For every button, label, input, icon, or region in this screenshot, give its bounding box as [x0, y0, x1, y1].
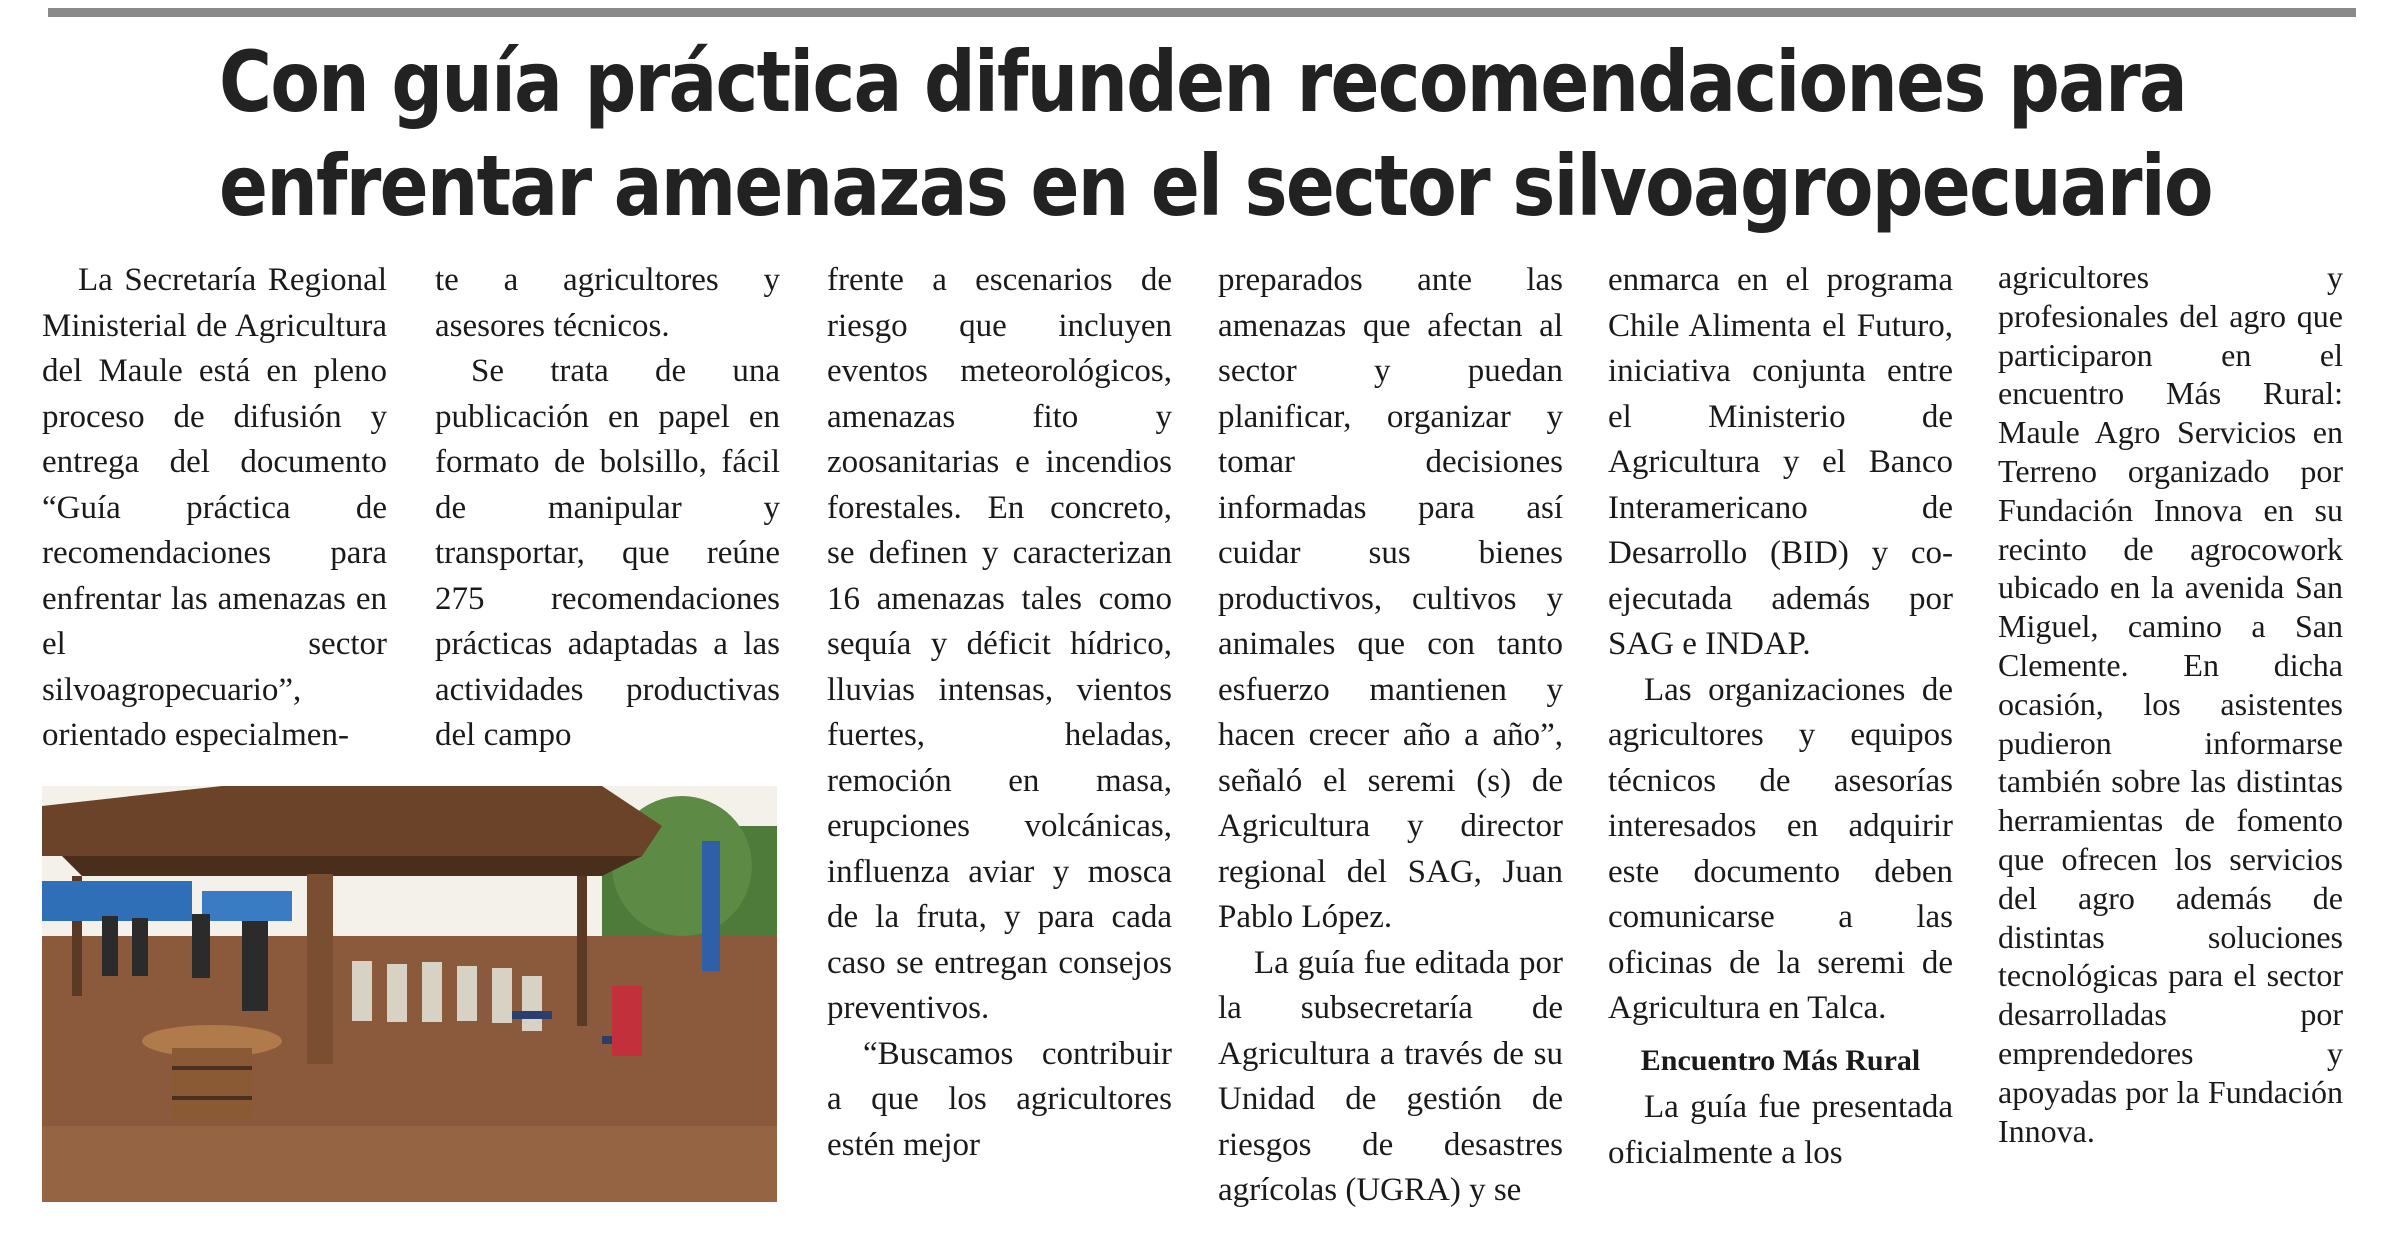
paragraph: Las organizaciones de agricultores y equipos técnicos de asesorías interesados en adquirir este documento deben comunicarse a las oficinas de la seremi de Agricultura en Talca. — [1608, 671, 1953, 1026]
paragraph: enmarca en el programa Chile Alimenta el Futuro, iniciativa conjunta entre el Ministerio de Agricultura y el Banco Interamericano de Desarrollo (BID) y co-ejecutada además por SAG e INDAP. — [1608, 262, 1953, 662]
paragraph: agricultores y profesionales del agro que participaron en el encuentro Más Rural: Maule Agro Servicios en Terreno organizado por Fundación Innova en su recinto de agrocowork ubicado en la avenida San Miguel, camino a San Clemente. En dicha ocasión, los asistentes pudieron informarse también sobre las distintas herramientas de fomento que ofrecen los servicios del agro además de distintas soluciones tecnológicas para el sector desarrolladas por emprendedores y apoyadas por la Fundación Innova. — [1998, 259, 2343, 1149]
headline-line-1: Con guía práctica difunden recomendaciones para — [219, 33, 2187, 131]
paragraph: preparados ante las amenazas que afectan al sector y puedan planificar, organizar y tomar decisiones informadas para así cuidar sus bienes productivos, cultivos y animales que con tanto esfuerzo mantienen y hacen crecer año a año”, señaló el seremi (s) de Agricultura y director regional del SAG, Juan Pablo López. — [1218, 262, 1563, 935]
article-column-3 — [827, 258, 1172, 1168]
paragraph: frente a escenarios de riesgo que incluyen eventos meteorológicos, amenazas fito y zoosanitarias e incendios forestales. En concreto, se definen y caracterizan 16 amenazas tales como sequía y déficit hídrico, lluvias intensas, vientos fuertes, heladas, remoción en masa, erupciones volcánicas, influenza aviar y mosca de la fruta, y para cada caso se entregan consejos preventivos. — [827, 262, 1172, 1026]
top-rule — [48, 8, 2356, 17]
paragraph: “Buscamos contribuir a que los agricultores estén mejor — [827, 1035, 1172, 1163]
article-column-5 — [1608, 258, 1953, 1176]
paragraph: La Secretaría Regional Ministerial de Agricultura del Maule está en pleno proceso de difusión y entrega del documento “Guía práctica de recomendaciones para enfrentar las amenazas en el sector silvoagropecuario”, orientado especialmen- — [42, 262, 387, 753]
headline-line-2: enfrentar amenazas en el sector silvoagropecuario — [219, 137, 2212, 235]
article-column-4 — [1218, 258, 1563, 1214]
article-column-1 — [42, 258, 387, 759]
paragraph: La guía fue editada por la subsecretaría de Agricultura a través de su Unidad de gestión de riesgos de desastres agrícolas (UGRA) y se — [1218, 944, 1563, 1208]
article-column-6 — [1998, 258, 2343, 1150]
paragraph: Se trata de una publicación en papel en formato de bolsillo, fácil de manipular y transportar, que reúne 275 recomendaciones prácticas adaptadas a las actividades productivas del campo — [435, 353, 780, 753]
section-subheading: Encuentro Más Rural — [1640, 1043, 1921, 1077]
event-photo — [42, 786, 777, 1202]
paragraph: La guía fue presentada oficialmente a los — [1608, 1089, 1953, 1171]
article-column-2 — [435, 258, 780, 759]
event-photo-illustration — [42, 786, 777, 1202]
headline — [219, 30, 2212, 238]
paragraph: te a agricultores y asesores técnicos. — [435, 262, 780, 344]
